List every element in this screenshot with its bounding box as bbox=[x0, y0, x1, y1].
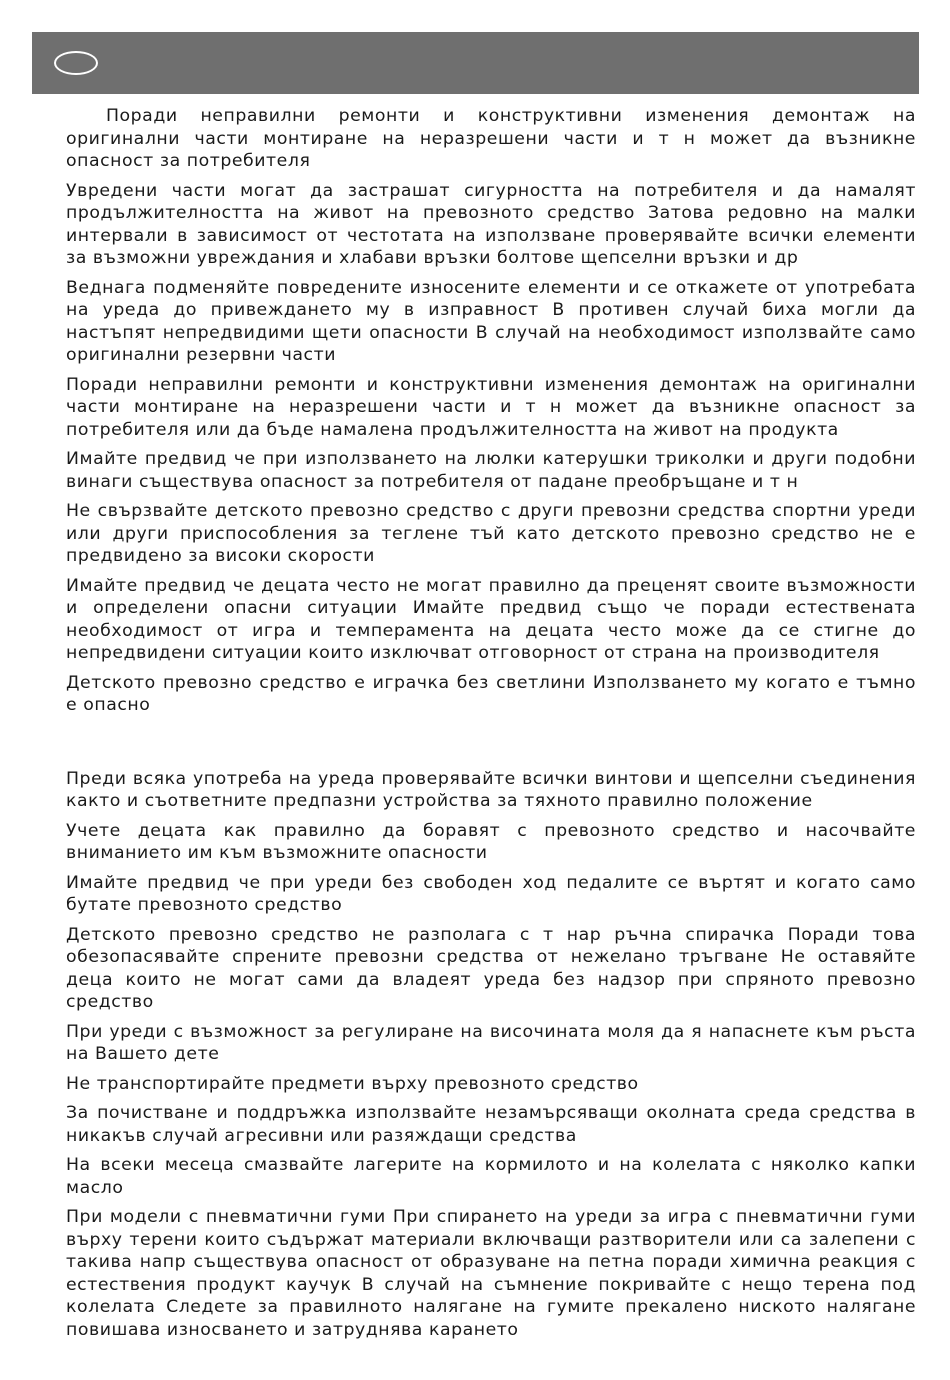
paragraph: При модели с пневматични гуми При спирането на уреди за игра с пневматични гуми върху терени които съдържат материали включващи разтворители или са залепени с такива напр съществува опасност от образуване на петна поради химична реакция с естествения продукт каучук В случай на съмнение покривайте с нещо терена под колелата Следете за правилното налягане на гумите прекалено ниското налягане повишава износването и затруднява карането bbox=[66, 1207, 916, 1340]
paragraph: Не свързвайте детското превозно средство с други превозни средства спортни уреди или други приспособления за теглене тъй като детското превозно средство не е предвидено за високи скорости bbox=[66, 501, 916, 566]
paragraph: Веднага подменяйте повредените износените елементи и се откажете от употребата на уреда до привеждането му в изправност В противен случай биха могли да настъпят непредвидими щети опасности В случай на необходимост използвайте само оригинални резервни части bbox=[66, 277, 916, 365]
paragraph: Преди всяка употреба на уреда проверявайте всички винтови и щепселни съединения както и съответните предпазни устройства за тяхното правилно положение bbox=[66, 768, 916, 811]
paragraph: При уреди с възможност за регулиране на височината моля да я напаснете към ръста на Вашето дете bbox=[66, 1021, 916, 1064]
paragraph: Учете децата как правилно да боравят с превозното средство и насочвайте вниманието им към възможните опасности bbox=[66, 820, 916, 863]
header-bar bbox=[32, 32, 919, 94]
section-gap bbox=[66, 724, 916, 768]
paragraph: Детското превозно средство е играчка без светлини Използването му когато е тъмно е опасно bbox=[66, 672, 916, 715]
paragraph: Имайте предвид че децата често не могат правилно да преценят своите възможности и определени опасни ситуации Имайте предвид също че поради естествената необходимост от игра и темперамента на децата често може да се стигне до непредвидени ситуации които изключват отговорност от страна на производителя bbox=[66, 575, 916, 663]
language-badge bbox=[54, 51, 98, 75]
paragraph: Поради неправилни ремонти и конструктивни изменения демонтаж на оригинални части монтиране на неразрешени части и т н может да възникне опасност за потребителя или да бъде намалена продължителността на живот на продукта bbox=[66, 374, 916, 440]
paragraph: На всеки месеца смазвайте лагерите на кормилото и на колелата с няколко капки масло bbox=[66, 1155, 916, 1198]
paragraph: Поради неправилни ремонти и конструктивни изменения демонтаж на оригинални части монтиране на неразрешени части и т н может да възникне опасност за потребителя bbox=[66, 106, 916, 171]
paragraph: Имайте предвид че при използването на люлки катерушки триколки и други подобни винаги съществува опасност за потребителя от падане преобръщане и т н bbox=[66, 449, 916, 492]
paragraph: Не транспортирайте предмети върху превозното средство bbox=[66, 1073, 639, 1094]
paragraph: Детското превозно средство не разполага с т нар ръчна спирачка Поради това обезопасявайте спрените превозни средства от нежелано тръгване Не оставяйте деца които не могат сами да владеят уреда без надзор при спряното превозно средство bbox=[66, 924, 916, 1012]
instructions-text bbox=[66, 105, 916, 1348]
paragraph: Имайте предвид че при уреди без свободен ход педалите се въртят и когато само бутате превозното средство bbox=[66, 872, 916, 915]
paragraph: За почистване и поддръжка използвайте незамърсяващи околната среда средства в никакъв случай агресивни или разяждащи средства bbox=[66, 1103, 916, 1146]
paragraph: Увредени части могат да застрашат сигурността на потребителя и да намалят продължителността на живот на превозното средство Затова редовно на малки интервали в зависимост от честотата на използване проверявайте всички елементи за възможни увреждания и хлабави връзки болтове щепселни връзки и др bbox=[66, 180, 916, 268]
